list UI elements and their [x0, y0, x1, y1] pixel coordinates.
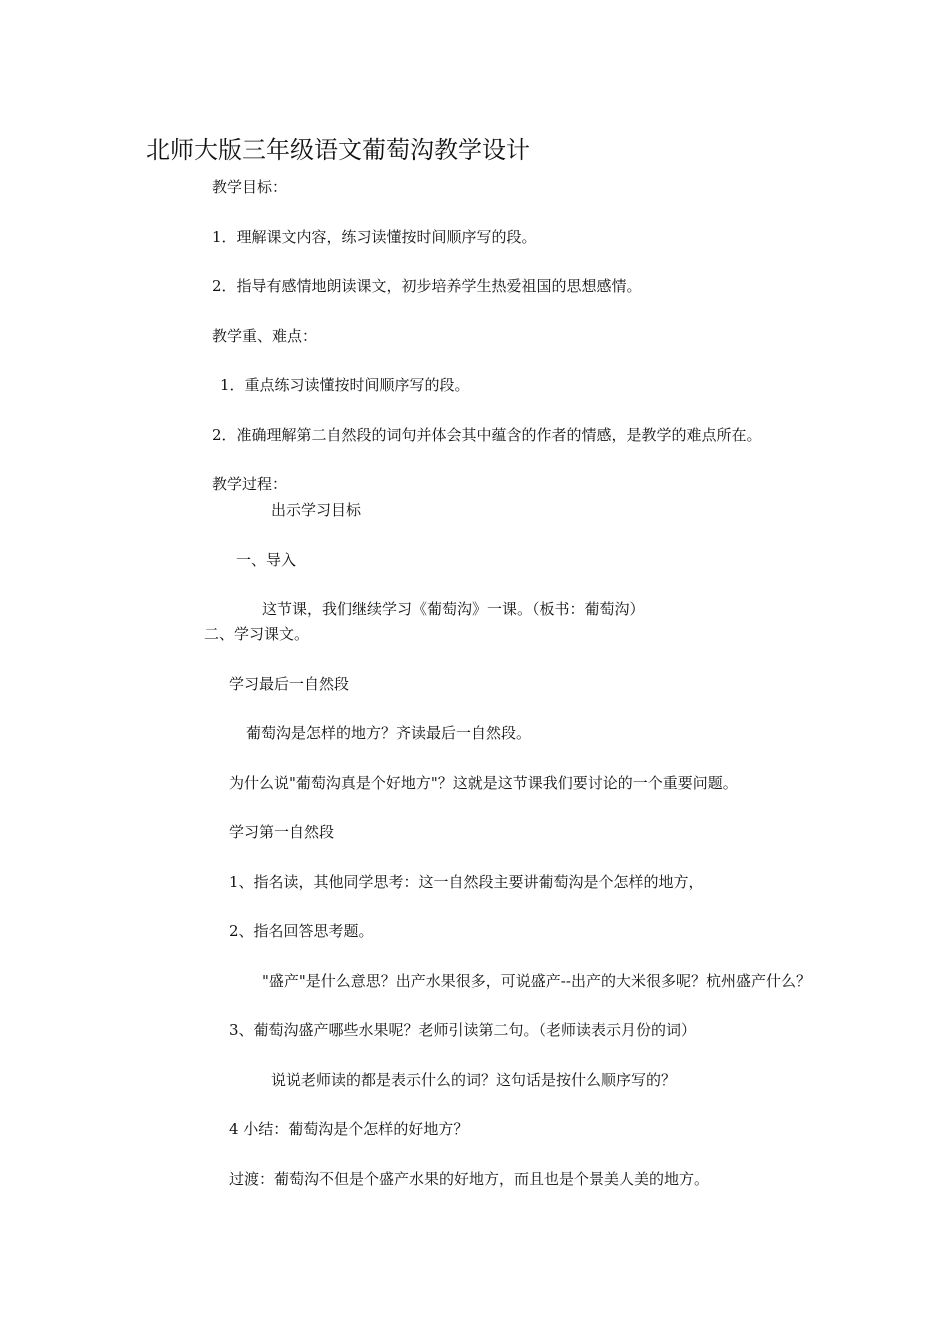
- process-intro-text: 这节课，我们继续学习《葡萄沟》一课。（板书：葡萄沟）: [262, 600, 645, 618]
- study-step-4: 4 小结：葡萄沟是个怎样的好地方？: [229, 1120, 469, 1138]
- process-step-intro: 一、导入: [236, 551, 297, 569]
- objective-item-1: 1．理解课文内容，练习读懂按时间顺序写的段。: [212, 228, 537, 246]
- section-heading-objectives: 教学目标：: [212, 178, 288, 196]
- study-first-paragraph: 学习第一自然段: [229, 823, 335, 841]
- study-step-2-detail: "盛产"是什么意思？出产水果很多，可说盛产--出产的大米很多呢？杭州盛产什么？: [262, 972, 811, 990]
- process-step-study: 二、学习课文。: [204, 625, 310, 643]
- study-step-2: 2、指名回答思考题。: [229, 922, 374, 940]
- study-key-question: 为什么说"葡萄沟真是个好地方"？这就是这节课我们要讨论的一个重要问题。: [229, 774, 738, 792]
- study-last-question: 葡萄沟是怎样的地方？齐读最后一自然段。: [246, 724, 532, 742]
- objective-item-2: 2．指导有感情地朗读课文，初步培养学生热爱祖国的思想感情。: [212, 277, 642, 295]
- study-transition: 过渡：葡萄沟不但是个盛产水果的好地方，而且也是个景美人美的地方。: [229, 1170, 710, 1188]
- study-step-3-detail: 说说老师读的都是表示什么的词？这句话是按什么顺序写的？: [271, 1071, 677, 1089]
- key-point-item-2: 2．准确理解第二自然段的词句并体会其中蕴含的作者的情感，是教学的难点所在。: [212, 426, 762, 444]
- section-heading-process: 教学过程：: [212, 475, 288, 493]
- study-step-3: 3、葡萄沟盛产哪些水果呢？老师引读第二句。（老师读表示月份的词）: [229, 1021, 697, 1039]
- section-heading-key-points: 教学重、难点：: [212, 327, 318, 345]
- process-show-objectives: 出示学习目标: [271, 501, 362, 519]
- document-title: 北师大版三年级语文葡萄沟教学设计: [146, 136, 530, 164]
- key-point-item-1: 1．重点练习读懂按时间顺序写的段。: [220, 376, 470, 394]
- study-step-1: 1、指名读，其他同学思考：这一自然段主要讲葡萄沟是个怎样的地方，: [229, 873, 704, 891]
- study-last-paragraph: 学习最后一自然段: [229, 675, 350, 693]
